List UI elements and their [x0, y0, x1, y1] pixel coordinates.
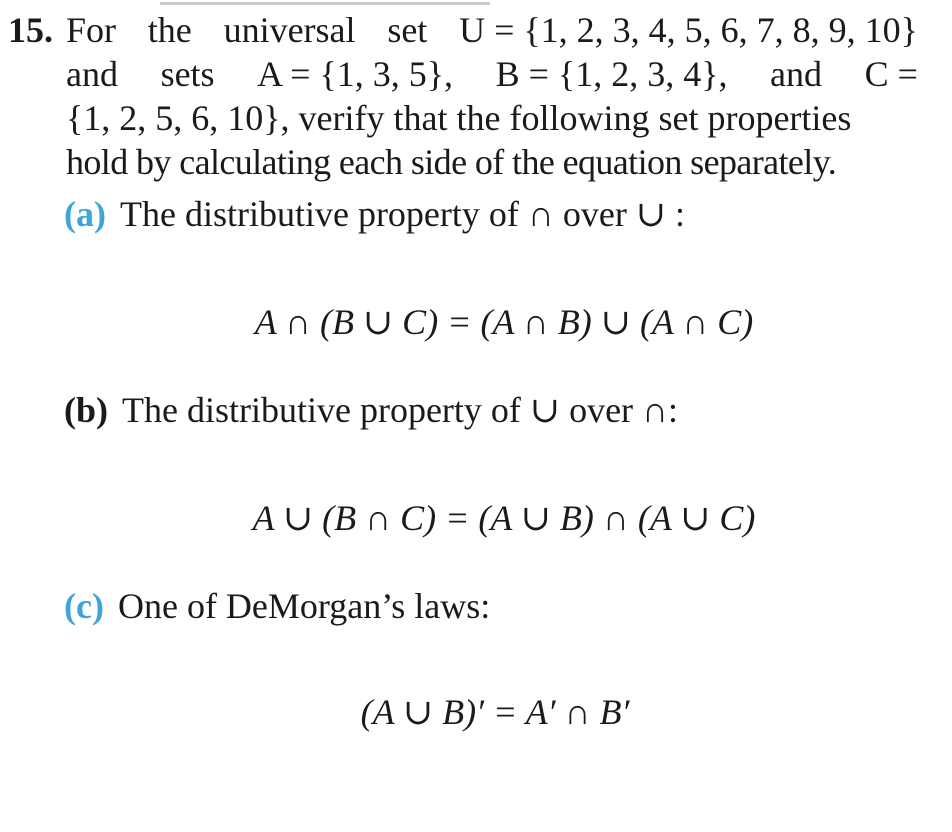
part-b-text: The distributive property of ∪ over ∩:	[122, 390, 679, 430]
statement-word: set	[387, 10, 428, 50]
part-a-label: (a)	[64, 194, 106, 234]
part-b-label: (b)	[64, 390, 108, 430]
statement-text: {1, 2, 5, 6, 10}, verify that the following set properties	[66, 98, 852, 138]
statement-word: and	[66, 54, 118, 94]
set-a-definition: A = {1, 3, 5},	[257, 54, 454, 94]
statement-word: universal	[223, 10, 356, 50]
equation-c: (A ∪ B)′ = A′ ∩ B′	[360, 692, 630, 732]
problem-number: 15.	[8, 10, 53, 50]
set-c-definition-start: C =	[864, 54, 918, 94]
set-b-definition: B = {1, 2, 3, 4},	[495, 54, 728, 94]
statement-word: the	[147, 10, 192, 50]
universal-set-definition: U = {1, 2, 3, 4, 5, 6, 7, 8, 9, 10}	[459, 10, 918, 50]
cut-off-text-fragment	[160, 0, 490, 5]
statement-line-1	[66, 8, 918, 52]
statement-line-4	[66, 140, 918, 184]
statement-line-2	[66, 52, 918, 96]
problem-statement	[66, 8, 918, 184]
part-b	[64, 388, 678, 432]
part-c-text: One of DeMorgan’s laws:	[117, 586, 491, 626]
part-a	[64, 192, 685, 236]
statement-line-3	[66, 96, 918, 140]
part-a-text: The distributive property of ∩ over ∪ :	[119, 194, 686, 234]
statement-word: For	[66, 10, 117, 50]
statement-word: and	[770, 54, 823, 94]
statement-word: sets	[160, 54, 215, 94]
equation-b: A ∪ (B ∩ C) = (A ∪ B) ∩ (A ∪ C)	[252, 498, 756, 538]
part-c-label: (c)	[64, 586, 104, 626]
statement-text: hold by calculating each side of the equation separately.	[66, 142, 837, 182]
equation-a: A ∩ (B ∪ C) = (A ∩ B) ∪ (A ∩ C)	[254, 302, 754, 342]
part-c	[64, 584, 490, 628]
